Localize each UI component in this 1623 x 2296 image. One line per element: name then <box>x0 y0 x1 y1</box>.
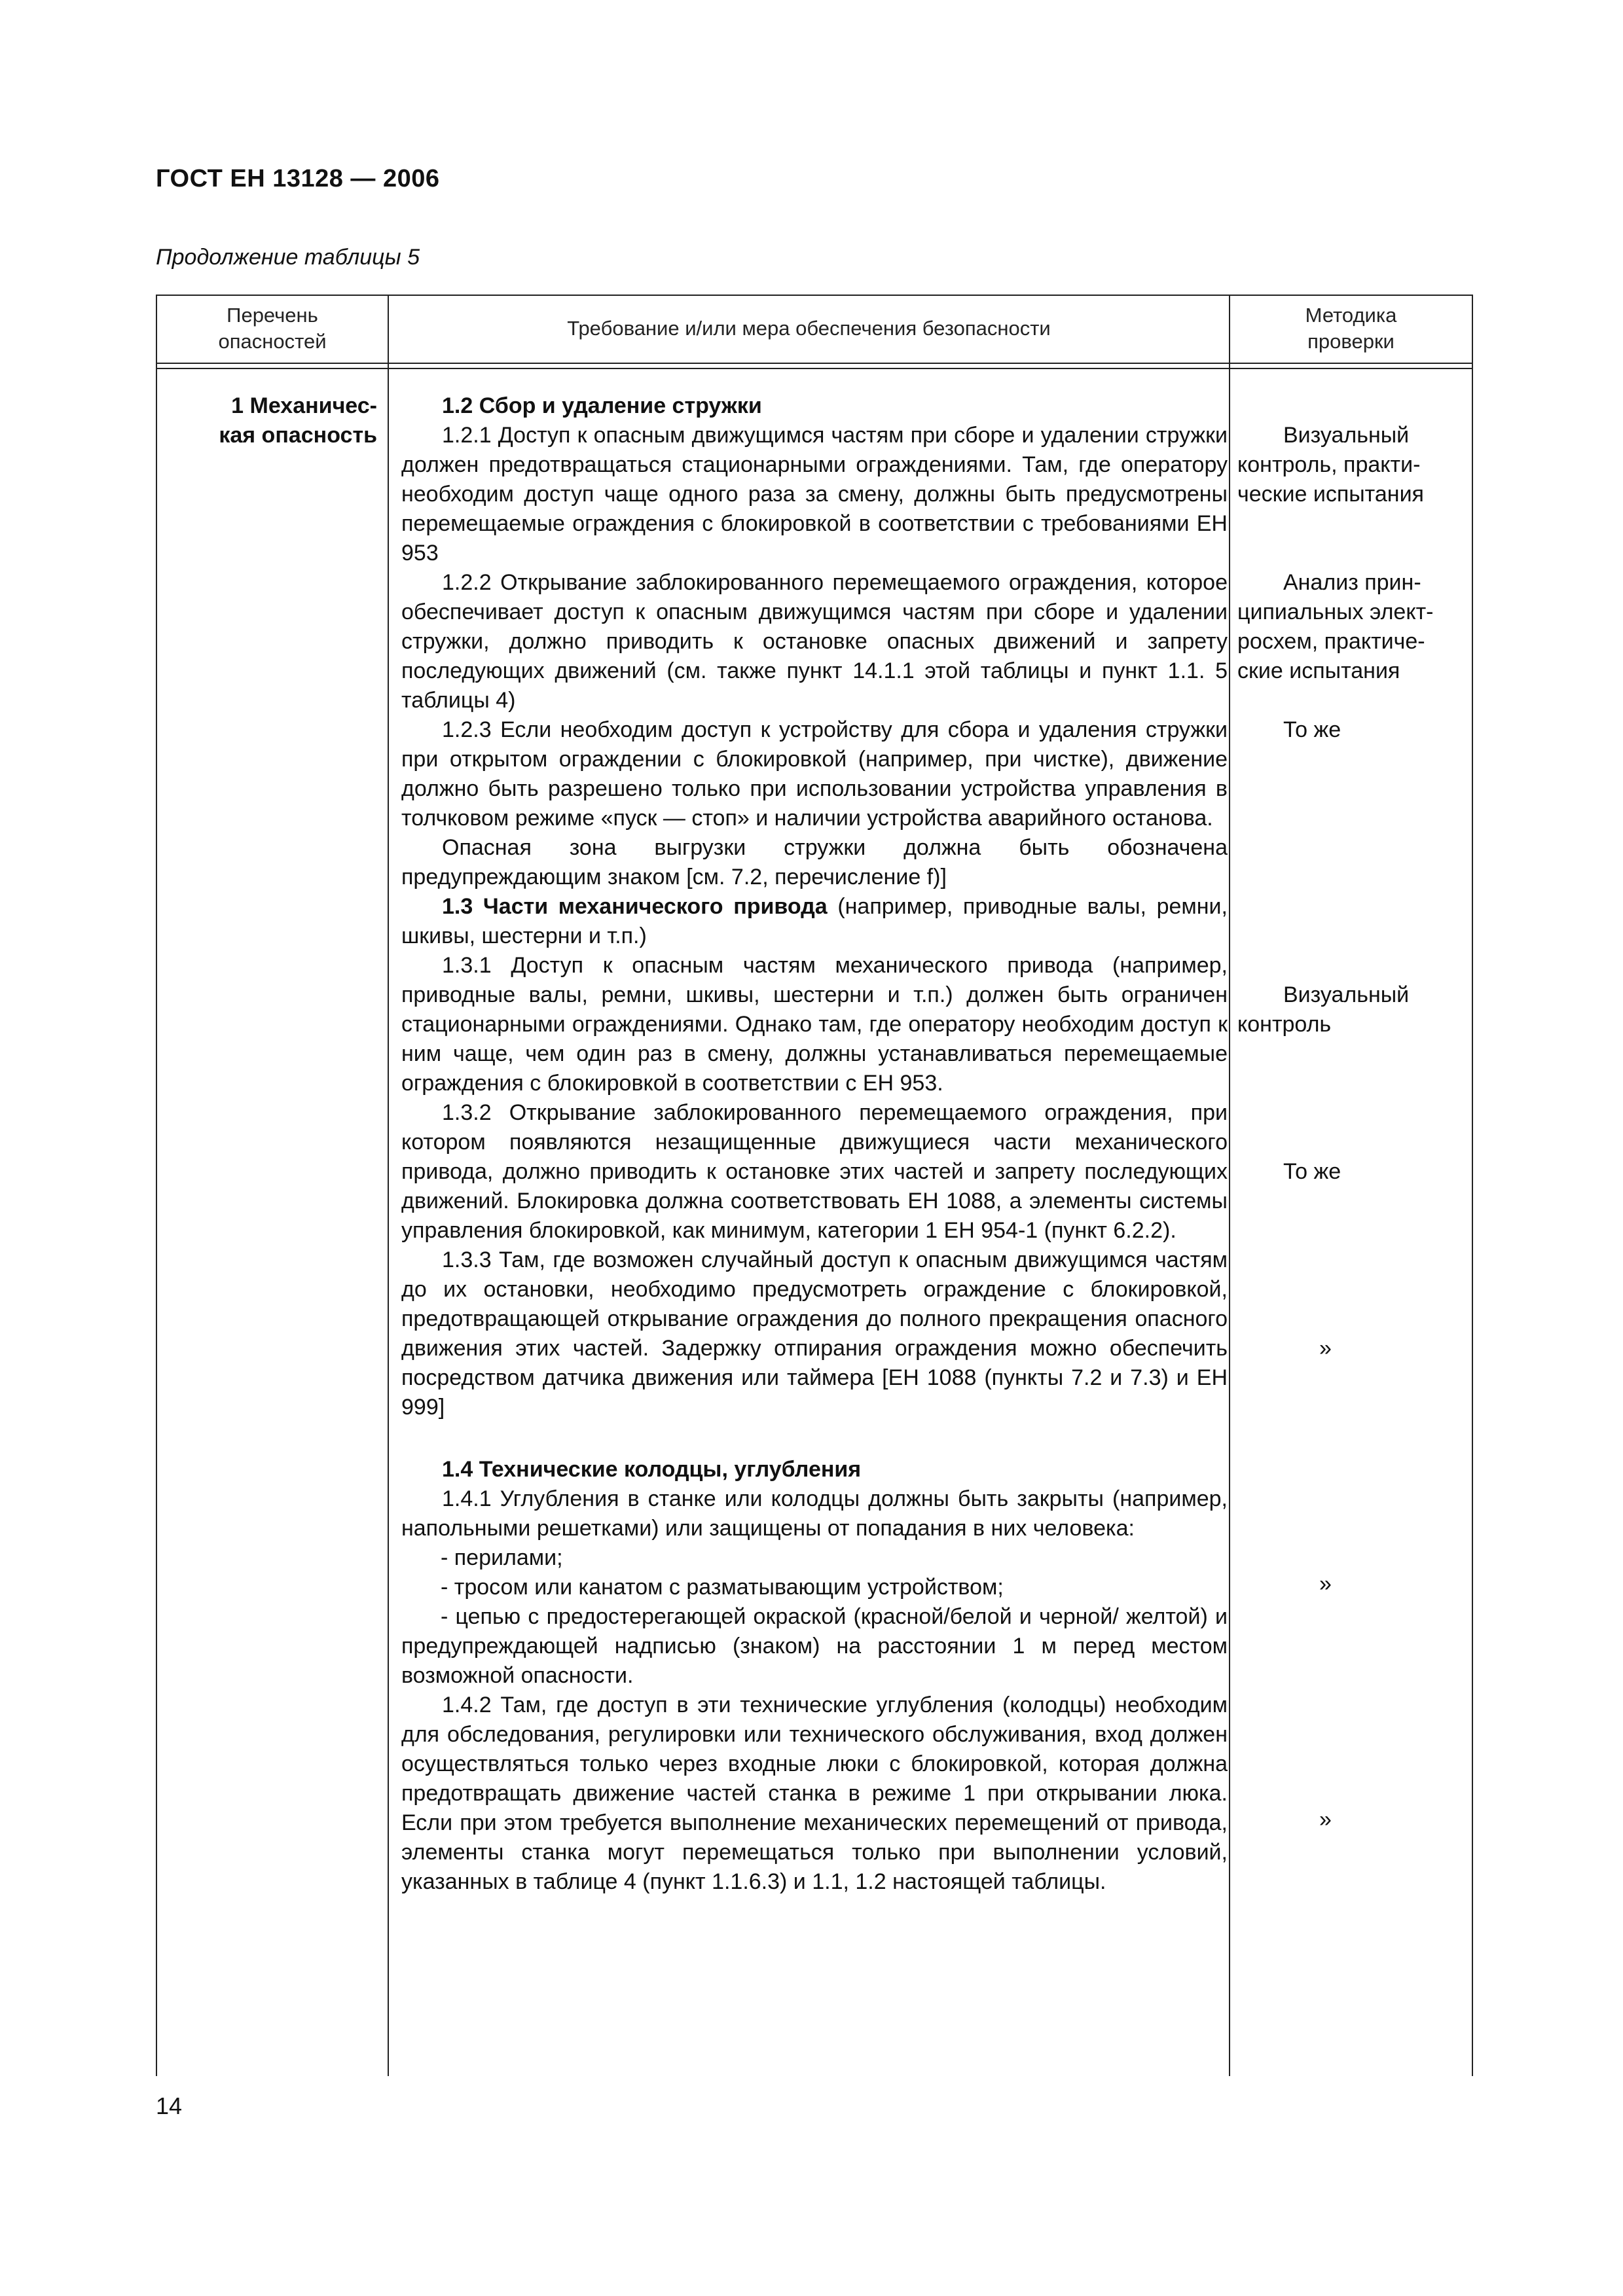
requirement-1-4-2: 1.4.2 Там, где доступ в эти технические углубления (колодцы) необходим для обследования, регулировки или технического обслуживания, вход должен осуществляться только через входные люки с блокировкой, которая должна предотвращать движение частей станка в режиме 1 при открывании люка. Если при этом требуется выполнение механических перемещений от привода, элементы станка могут перемещаться только при выполнении условий, указанных в таблице 4 (пункт 1.1.6.3) и 1.1, 1.2 настоящей таблицы. <box>401 1693 1228 1894</box>
column-divider-1 <box>388 295 389 2076</box>
table-top-border <box>156 295 1473 296</box>
list-item-rope: - тросом или канатом с разматывающим устройством; <box>441 1575 1004 1600</box>
requirements-cell <box>401 391 1228 1897</box>
section-1-3-title-rest: (например, приводные валы, ремни, шкивы, шестерни и т.п.) <box>401 894 1228 948</box>
method-1-3-2: То же <box>1283 1159 1341 1184</box>
method-1-3-1-line-2: контроль <box>1237 1012 1332 1037</box>
method-1-3-3: » <box>1319 1336 1332 1361</box>
method-1-2-2 <box>1237 568 1493 686</box>
method-1-4-1: » <box>1319 1571 1332 1596</box>
section-1-4-title: 1.4 Технические колодцы, углубления <box>442 1457 862 1482</box>
method-1-2-1-line-2: контроль, практи- <box>1237 452 1421 477</box>
method-1-2-2-line-2: ципиальных элект- <box>1237 600 1434 624</box>
method-1-3-1 <box>1237 980 1493 1039</box>
page-number: 14 <box>156 2092 183 2119</box>
requirement-1-3-1: 1.3.1 Доступ к опасным частям механического привода (например, приводные валы, ремни, шкивы, шестерни и т.п.) должен быть ограничен стационарными ограждениями. Однако там, где оператору необходим доступ к ним чаще, чем один раз в смену, должны устанавливаться перемещаемые ограждения с блокировкой в соответствии с ЕН 953. <box>401 953 1228 1096</box>
header-requirements: Требование и/или мера обеспечения безопасности <box>567 317 1051 340</box>
requirement-1-2-3: 1.2.3 Если необходим доступ к устройству для сбора и удаления стружки при открытом ограждении с блокировкой (например, при чистке), движение должно быть разрешено только при использовании устройства управления в толчковом режиме «пуск — стоп» и наличии устройства аварийного останова. <box>401 717 1228 831</box>
method-1-2-2-line-1: Анализ прин- <box>1283 570 1421 595</box>
method-1-2-1-line-1: Визуальный <box>1283 423 1410 448</box>
table-continuation-label: Продолжение таблицы 5 <box>156 245 420 270</box>
hazard-line-1: 1 Механичес- <box>231 393 377 418</box>
table-left-border <box>156 295 157 2076</box>
section-1-3-heading <box>401 892 1228 951</box>
header-divider-2 <box>156 368 1473 369</box>
header-hazards <box>157 302 388 355</box>
requirement-1-3-2: 1.3.2 Открывание заблокированного перемещаемого ограждения, при котором появляются незащищенные движущиеся части механического привода, должно приводить к остановке этих частей и запрету последующих движений. Блокировка должна соответствовать ЕН 1088, а элементы системы управления блокировкой, как минимум, категории 1 ЕН 954-1 (пункт 6.2.2). <box>401 1100 1228 1243</box>
section-1-3-title: 1.3 Части механического привода <box>442 894 828 919</box>
list-item-chain: - цепью с предостерегающей окраской (красной/белой и черной/ желтой) и предупреждающей надписью (знаком) на расстоянии 1 м перед местом возможной опасности. <box>401 1604 1228 1688</box>
header-hazards-line-1: Перечень <box>227 304 318 327</box>
hazard-line-2: кая опасность <box>219 423 377 448</box>
method-1-2-2-line-3: росхем, практиче- <box>1237 629 1425 654</box>
column-divider-2 <box>1229 295 1230 2076</box>
header-methods <box>1230 302 1472 355</box>
list-item-railings: - перилами; <box>441 1545 563 1570</box>
method-1-2-1 <box>1237 421 1493 509</box>
header-methods-line-1: Методика <box>1305 304 1397 327</box>
header-hazards-line-2: опасностей <box>218 330 327 353</box>
requirement-1-3-3: 1.3.3 Там, где возможен случайный доступ к опасным движущимся частям до их остановки, необходимо предусмотреть ограждение с блокировкой, предотвращающей открывание ограждения до полного прекращения опасного движения этих частей. Задержку отпирания ограждения можно обеспечить посредством датчика движения или таймера [ЕН 1088 (пункты 7.2 и 7.3) и ЕН 999] <box>401 1247 1228 1420</box>
requirement-1-2-1: 1.2.1 Доступ к опасным движущимся частям при сборе и удалении стружки должен предотвращаться стационарными ограждениями. Там, где оператору необходим доступ чаще одного раза за смену, должны быть предусмотрены перемещаемые ограждения с блокировкой в соответствии с требованиями ЕН 953 <box>401 423 1228 565</box>
requirement-1-2-2: 1.2.2 Открывание заблокированного перемещаемого ограждения, которое обеспечивает доступ к опасным движущимся частям при сборе и удалении стружки, должно приводить к остановке опасных движений и запрету последующих движений (см. также пункт 14.1.1 этой таблицы и пункт 1.1. 5 таблицы 4) <box>401 570 1228 713</box>
header-divider-1 <box>156 363 1473 364</box>
hazard-cell <box>161 391 377 450</box>
method-1-2-1-line-3: ческие испытания <box>1237 482 1424 507</box>
requirement-1-4-1: 1.4.1 Углубления в станке или колодцы должны быть закрыты (например, напольными решетками) или защищены от попадания в них человека: <box>401 1486 1228 1541</box>
header-methods-line-2: проверки <box>1307 330 1395 353</box>
method-1-2-3: То же <box>1283 717 1341 742</box>
section-1-2-title: 1.2 Сбор и удаление стружки <box>442 393 762 418</box>
method-1-4-2: » <box>1319 1807 1332 1832</box>
requirement-1-2-3-note: Опасная зона выгрузки стружки должна быть обозначена предупреждающим знаком [см. 7.2, перечисление f)] <box>401 835 1228 889</box>
method-1-2-2-line-4: ские испытания <box>1237 658 1400 683</box>
method-1-3-1-line-1: Визуальный <box>1283 982 1410 1007</box>
document-title: ГОСТ ЕН 13128 — 2006 <box>156 165 440 192</box>
